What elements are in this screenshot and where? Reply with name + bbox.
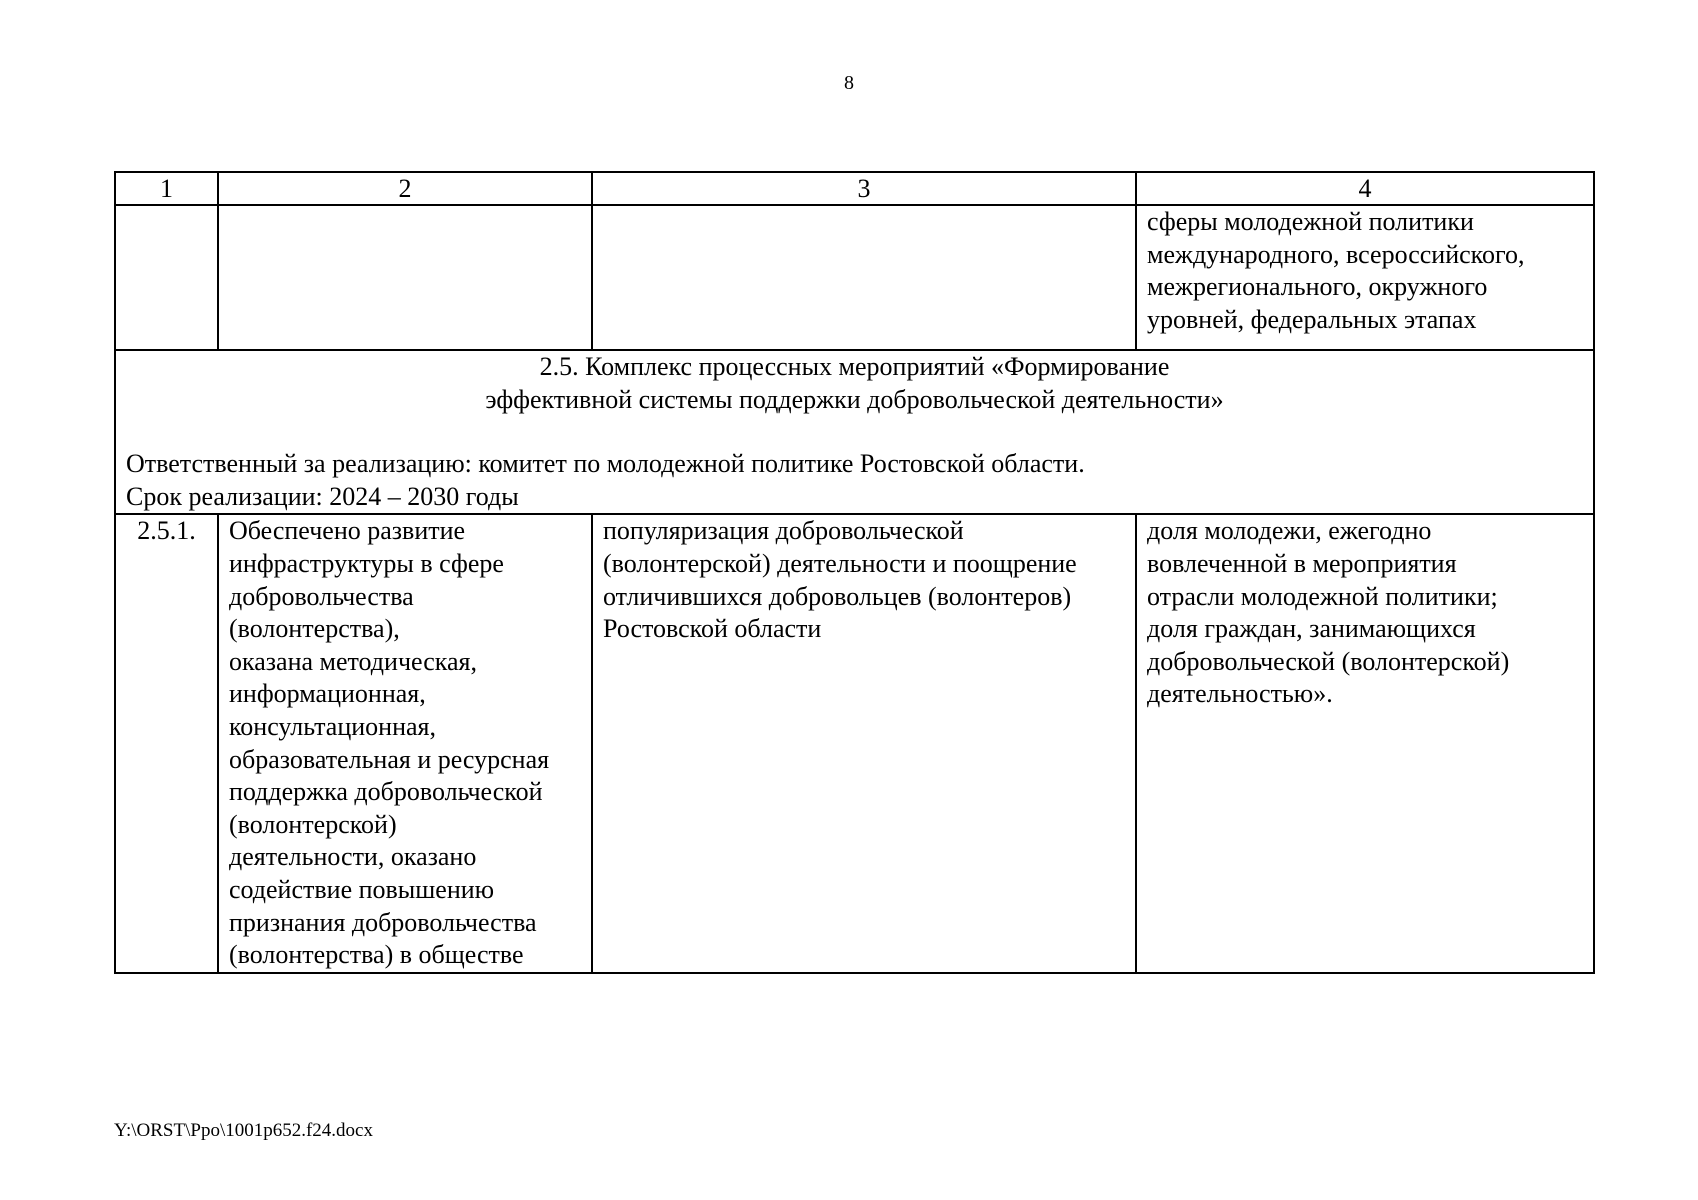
table-row	[115, 514, 1594, 972]
result-line: деятельности, оказано	[229, 842, 477, 872]
result-line: признания добровольчества	[229, 907, 537, 937]
result-line: оказана методическая,	[229, 646, 477, 676]
indicator-line: деятельностью».	[1147, 679, 1333, 709]
continuation-line: уровней, федеральных этапах	[1147, 304, 1477, 334]
measures-table	[114, 171, 1595, 974]
continuation-line: сферы молодежной политики	[1147, 207, 1474, 236]
section-responsible: Ответственный за реализацию: комитет по молодежной политике Ростовской области.	[126, 449, 1085, 479]
continuation-col4	[1136, 205, 1594, 350]
row-result-cell	[218, 514, 592, 972]
indicator-line: отрасли молодежной политики;	[1147, 581, 1498, 611]
result-line: добровольчества	[229, 581, 414, 611]
continuation-col3	[592, 205, 1136, 350]
section-term: Срок реализации: 2024 – 2030 годы	[126, 481, 519, 511]
description-line: отличившихся добровольцев (волонтеров)	[603, 581, 1072, 611]
result-line: содействие повышению	[229, 874, 495, 904]
section-meta	[126, 448, 1583, 513]
indicator-line: доля молодежи, ежегодно	[1147, 516, 1432, 546]
row-description-cell	[592, 514, 1136, 972]
column-number-row	[115, 172, 1594, 205]
continuation-row	[115, 205, 1594, 350]
result-line: образовательная и ресурсная	[229, 744, 550, 774]
result-line: консультационная,	[229, 711, 436, 741]
result-line: инфраструктуры в сфере	[229, 548, 504, 578]
description-line: (волонтерской) деятельности и поощрение	[603, 548, 1077, 578]
description-line: Ростовской области	[603, 614, 822, 644]
row-indicator-cell	[1136, 514, 1594, 972]
row-number: 2.5.1.	[115, 514, 218, 972]
result-line: информационная,	[229, 679, 426, 709]
section-title-line: эффективной системы поддержки добровольческой деятельности»	[485, 384, 1224, 414]
page-number: 8	[844, 72, 854, 94]
continuation-col2	[218, 205, 592, 350]
result-line: (волонтерства),	[229, 614, 400, 644]
indicator-line: добровольческой (волонтерской)	[1147, 646, 1510, 676]
column-number-3: 3	[592, 172, 1136, 205]
result-line: (волонтерской)	[229, 809, 397, 839]
continuation-line: межрегионального, окружного	[1147, 272, 1488, 302]
section-title-line: 2.5. Комплекс процессных мероприятий «Формирование	[539, 352, 1170, 381]
column-number-1: 1	[115, 172, 218, 205]
indicator-line: доля граждан, занимающихся	[1147, 614, 1476, 644]
result-line: Обеспечено развитие	[229, 516, 466, 546]
section-header-cell	[115, 350, 1594, 514]
column-number-4: 4	[1136, 172, 1594, 205]
section-header-row	[115, 350, 1594, 514]
result-line: (волонтерства) в обществе	[229, 940, 524, 970]
section-title	[126, 351, 1583, 416]
file-path-footer: Y:\ORST\Ppo\1001p652.f24.docx	[114, 1120, 373, 1141]
continuation-line: международного, всероссийского,	[1147, 239, 1525, 269]
continuation-col1	[115, 205, 218, 350]
column-number-2: 2	[218, 172, 592, 205]
result-line: поддержка добровольческой	[229, 777, 543, 807]
indicator-line: вовлеченной в мероприятия	[1147, 548, 1457, 578]
description-line: популяризация добровольческой	[603, 516, 964, 546]
